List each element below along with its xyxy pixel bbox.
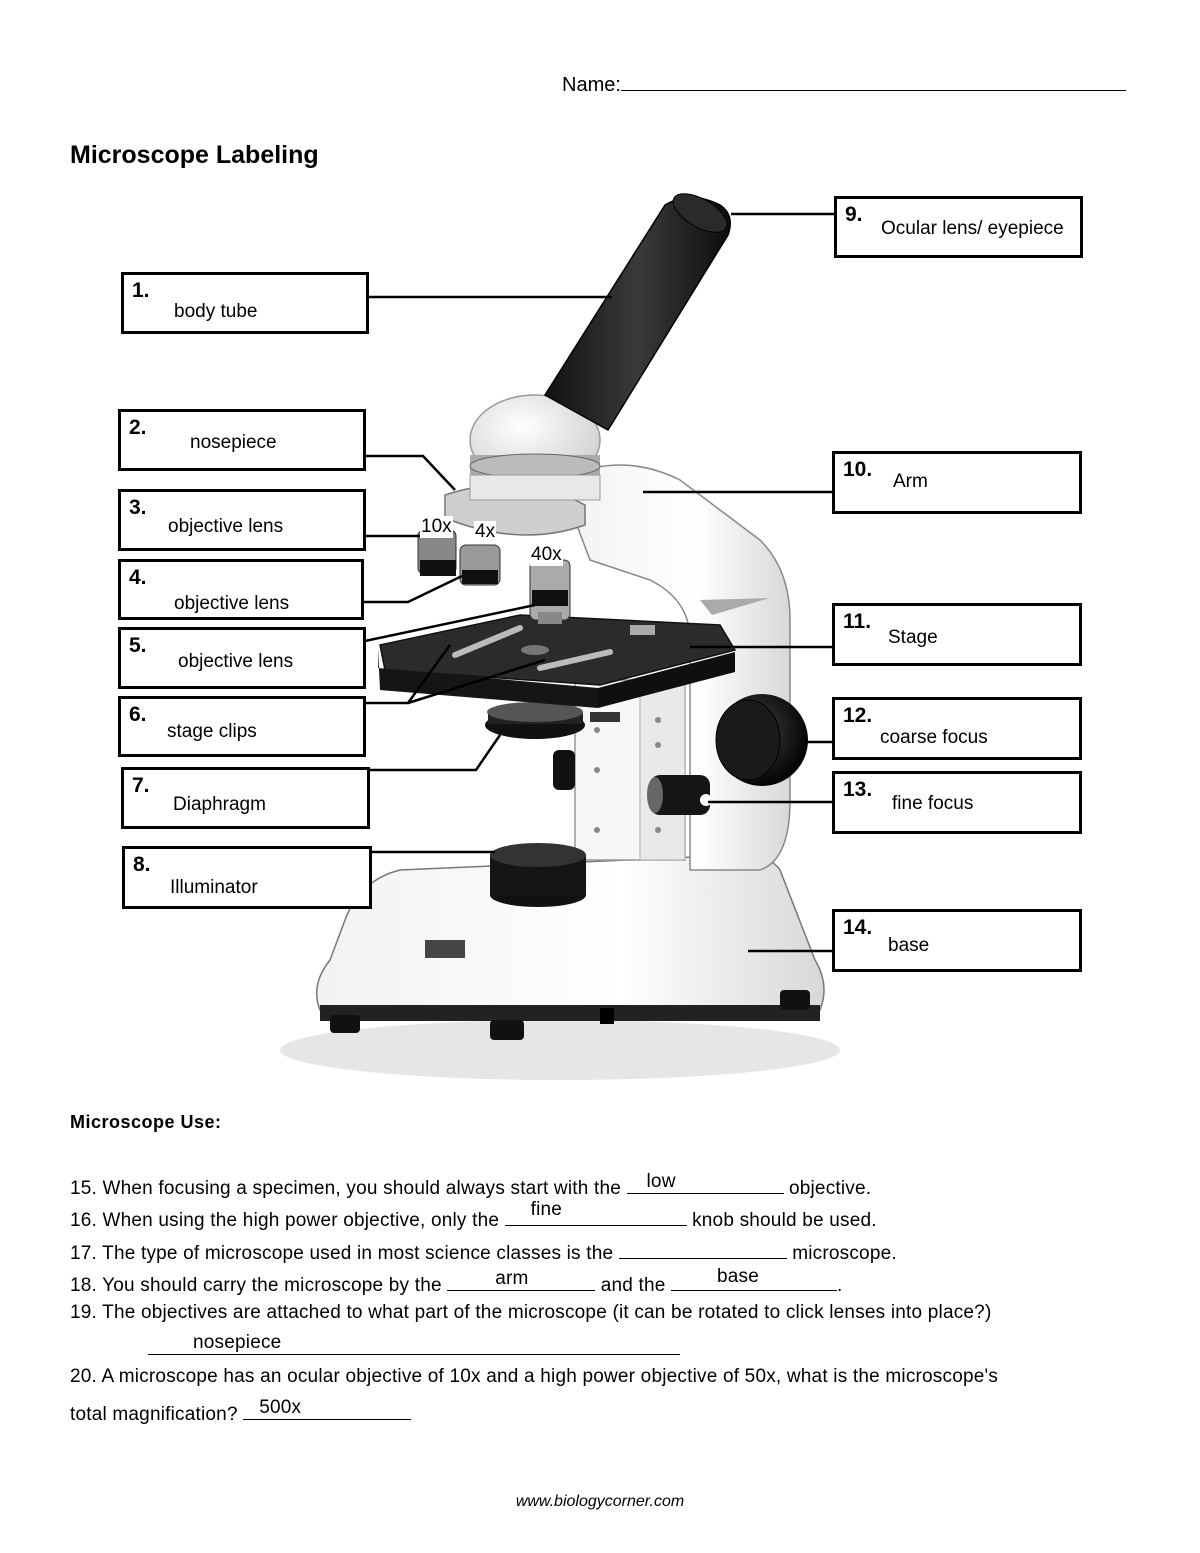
label-number: 6. — [129, 703, 147, 726]
question-text: and the — [595, 1275, 671, 1296]
illuminator-shape — [490, 843, 586, 907]
label-box-10[interactable] — [832, 451, 1082, 514]
label-answer: fine focus — [892, 793, 974, 814]
label-number: 9. — [845, 203, 863, 226]
label-number: 1. — [132, 279, 150, 302]
label-number: 7. — [132, 774, 150, 797]
label-answer: objective lens — [174, 593, 290, 614]
label-answer: Illuminator — [170, 877, 258, 898]
label-box-1[interactable] — [121, 272, 369, 334]
label-number: 5. — [129, 634, 147, 657]
answer-blank[interactable] — [148, 1334, 680, 1355]
left-knob-shape — [553, 750, 575, 790]
answer-text: base — [716, 1266, 759, 1287]
label-box-9[interactable] — [834, 196, 1083, 258]
use-heading: Microscope Use: — [70, 1112, 222, 1132]
question-20-line2 — [70, 1399, 411, 1426]
question-text: 20. A microscope has an ocular objective of 10x and a high power objective of 50x, what is the microscope's — [70, 1366, 999, 1387]
label-box-7[interactable] — [121, 767, 370, 829]
page-title: Microscope Labeling — [70, 141, 319, 169]
mag-10x: 10x — [421, 516, 452, 537]
label-box-11[interactable] — [832, 603, 1082, 666]
question-16 — [70, 1199, 877, 1232]
answer-blank[interactable] — [505, 1199, 687, 1226]
label-answer: coarse focus — [880, 727, 988, 748]
label-answer: Ocular lens/ eyepiece — [881, 218, 1064, 239]
label-number: 13. — [843, 778, 873, 801]
answer-blank[interactable] — [671, 1266, 837, 1291]
label-answer: Arm — [893, 471, 928, 492]
label-number: 8. — [133, 853, 151, 876]
label-number: 2. — [129, 416, 147, 439]
label-number: 11. — [843, 610, 872, 633]
answer-blank[interactable] — [243, 1399, 411, 1420]
question-text: 16. When using the high power objective, only the — [70, 1210, 505, 1231]
question-15 — [70, 1173, 871, 1200]
answer-text: low — [646, 1171, 676, 1192]
question-text: objective. — [783, 1178, 872, 1199]
question-text: 18. You should carry the microscope by the — [70, 1275, 448, 1296]
question-text: 19. The objectives are attached to what part of the microscope (it can be rotated to click lenses into place?) — [70, 1302, 992, 1323]
shadow — [280, 1020, 840, 1080]
label-number: 3. — [129, 496, 147, 519]
body-tube-shape — [545, 186, 733, 430]
label-box-14[interactable] — [832, 909, 1082, 972]
question-20 — [70, 1366, 998, 1388]
question-18 — [70, 1266, 843, 1297]
name-label: Name: — [562, 74, 621, 96]
answer-blank[interactable] — [627, 1173, 784, 1194]
label-number: 14. — [843, 916, 873, 939]
question-text: knob should be used. — [686, 1210, 877, 1231]
question-17 — [70, 1238, 897, 1265]
label-box-6[interactable] — [118, 696, 366, 757]
label-answer: objective lens — [168, 516, 284, 537]
label-number: 10. — [843, 458, 873, 481]
answer-text: fine — [530, 1199, 563, 1220]
label-answer: objective lens — [178, 651, 294, 672]
label-answer: Stage — [888, 627, 938, 648]
question-19 — [70, 1302, 991, 1324]
question-text: microscope. — [786, 1243, 897, 1264]
label-box-13[interactable] — [832, 771, 1082, 834]
label-answer: body tube — [174, 301, 258, 322]
label-box-3[interactable] — [118, 489, 366, 551]
answer-blank[interactable] — [447, 1270, 595, 1291]
footer-url[interactable]: www.biologycorner.com — [515, 1493, 685, 1510]
question-19-answer — [148, 1334, 680, 1361]
question-text: . — [836, 1275, 843, 1296]
mag-4x: 4x — [475, 521, 496, 542]
answer-text: nosepiece — [193, 1332, 282, 1353]
label-box-2[interactable] — [118, 409, 366, 471]
coarse-knob-shape — [716, 694, 808, 786]
label-number: 4. — [129, 566, 147, 589]
label-box-12[interactable] — [832, 697, 1082, 760]
fine-knob-shape — [647, 775, 712, 815]
label-box-5[interactable] — [118, 627, 366, 689]
label-answer: base — [888, 935, 930, 956]
label-answer: stage clips — [167, 721, 257, 742]
answer-text: arm — [495, 1268, 529, 1289]
question-text: 17. The type of microscope used in most science classes is the — [70, 1243, 619, 1264]
label-answer: nosepiece — [190, 432, 277, 453]
label-box-4[interactable] — [118, 559, 364, 620]
answer-blank[interactable] — [619, 1238, 787, 1259]
question-text: total magnification? — [70, 1404, 244, 1425]
question-text: 15. When focusing a specimen, you should always start with the — [70, 1178, 627, 1199]
answer-text: 500x — [259, 1397, 302, 1418]
label-answer: Diaphragm — [173, 794, 266, 815]
label-number: 12. — [843, 704, 873, 727]
label-box-8[interactable] — [122, 846, 372, 909]
mag-40x: 40x — [531, 544, 562, 565]
